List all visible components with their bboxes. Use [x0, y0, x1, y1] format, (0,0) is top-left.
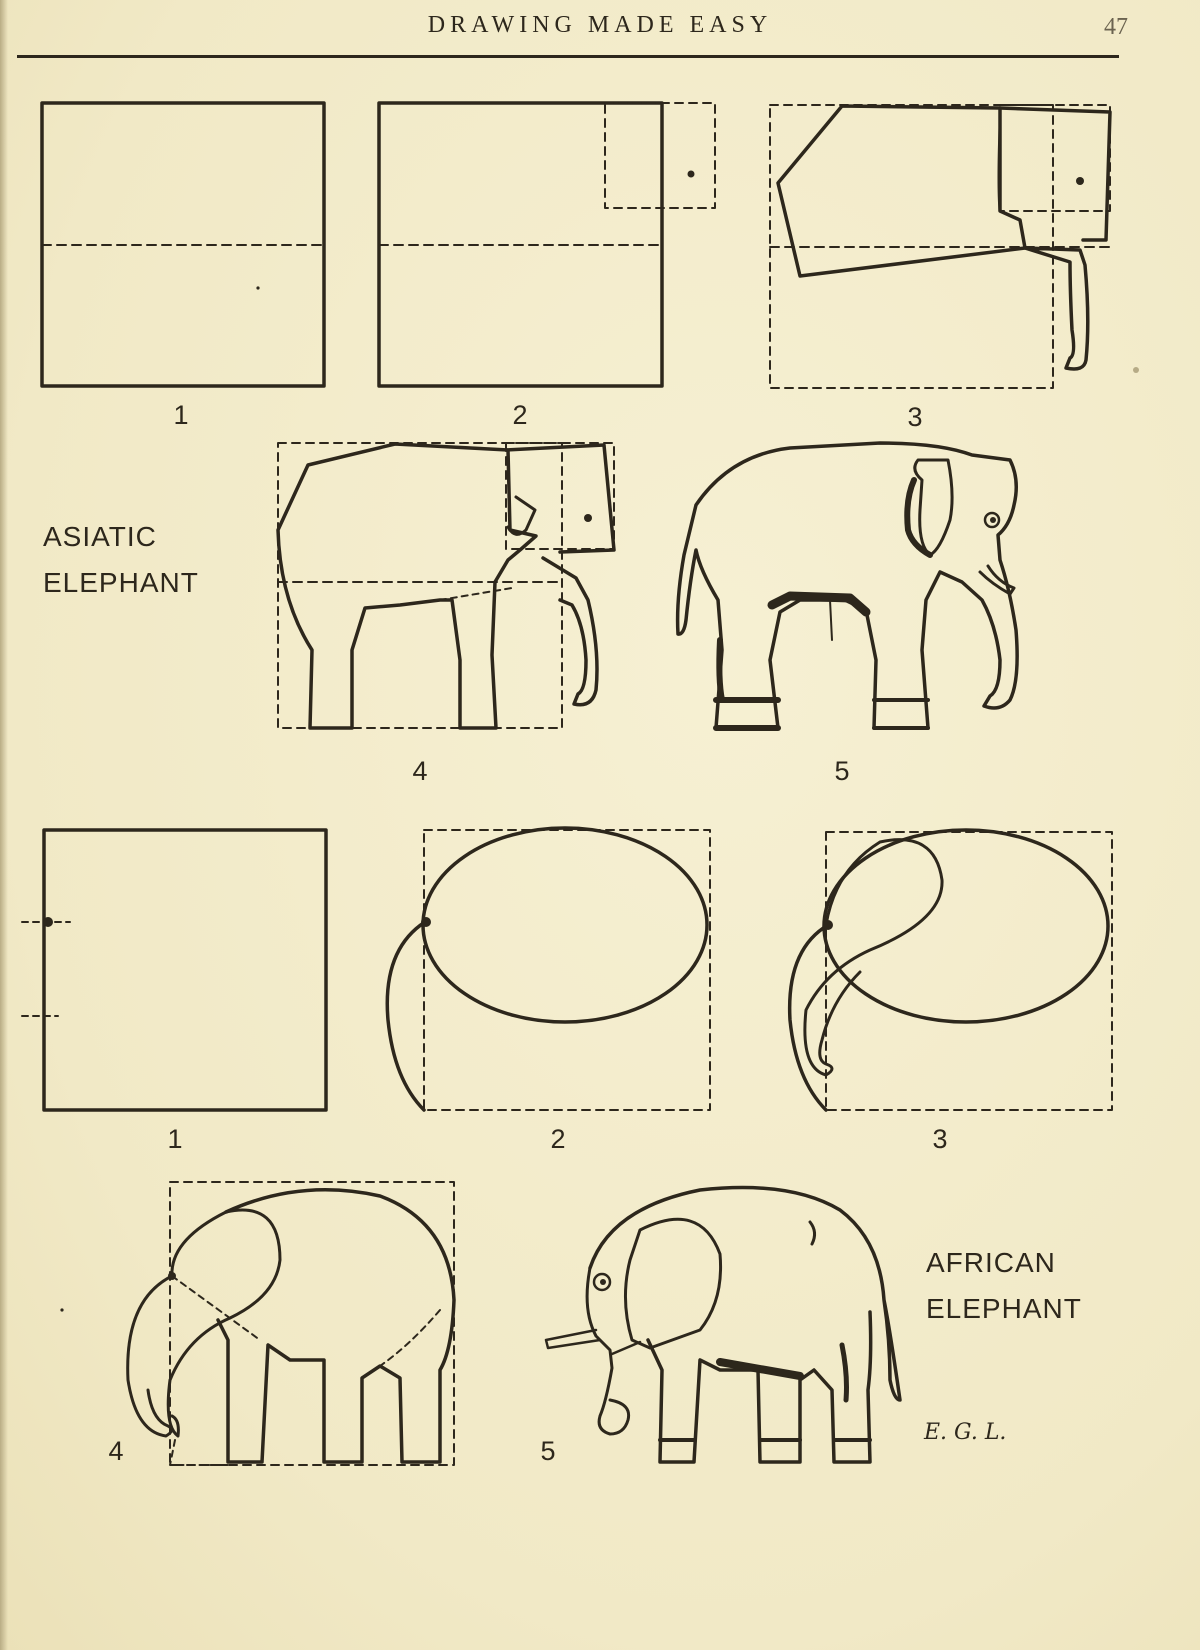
- african-elephant-label: [926, 1240, 1082, 1332]
- african-step-5-figure: [546, 1188, 900, 1463]
- african-step-2-number: 2: [550, 1124, 566, 1154]
- asiatic-step-3-figure: [770, 105, 1110, 388]
- asiatic-step-4-figure: [278, 443, 614, 728]
- african-label-line1: AFRICAN: [926, 1247, 1056, 1278]
- african-step-2-figure: [387, 828, 710, 1110]
- african-step-1-number: 1: [167, 1124, 183, 1154]
- asiatic-step-2-number: 2: [512, 400, 528, 430]
- african-step-4-figure: [128, 1182, 454, 1465]
- african-step-5-number: 5: [540, 1436, 556, 1466]
- asiatic-step-5-number: 5: [834, 756, 850, 786]
- asiatic-step-1-figure: [42, 103, 324, 386]
- page-number: 47: [1104, 14, 1128, 40]
- asiatic-step-5-figure: [678, 443, 1018, 728]
- asiatic-label-line1: ASIATIC: [43, 521, 157, 552]
- running-header: DRAWING MADE EASY: [427, 12, 773, 38]
- asiatic-step-3-number: 3: [907, 402, 923, 432]
- asiatic-label-line2: ELEPHANT: [43, 567, 199, 598]
- asiatic-step-2-figure: [379, 103, 715, 386]
- african-step-3-number: 3: [932, 1124, 948, 1154]
- asiatic-step-1-number: 1: [173, 400, 189, 430]
- african-step-1-figure: [22, 830, 326, 1110]
- african-step-3-figure: [790, 830, 1112, 1110]
- artist-signature: E. G. L.: [924, 1420, 1007, 1445]
- african-step-4-number: 4: [108, 1436, 124, 1466]
- asiatic-elephant-label: [43, 514, 199, 606]
- african-label-line2: ELEPHANT: [926, 1293, 1082, 1324]
- asiatic-step-4-number: 4: [412, 756, 428, 786]
